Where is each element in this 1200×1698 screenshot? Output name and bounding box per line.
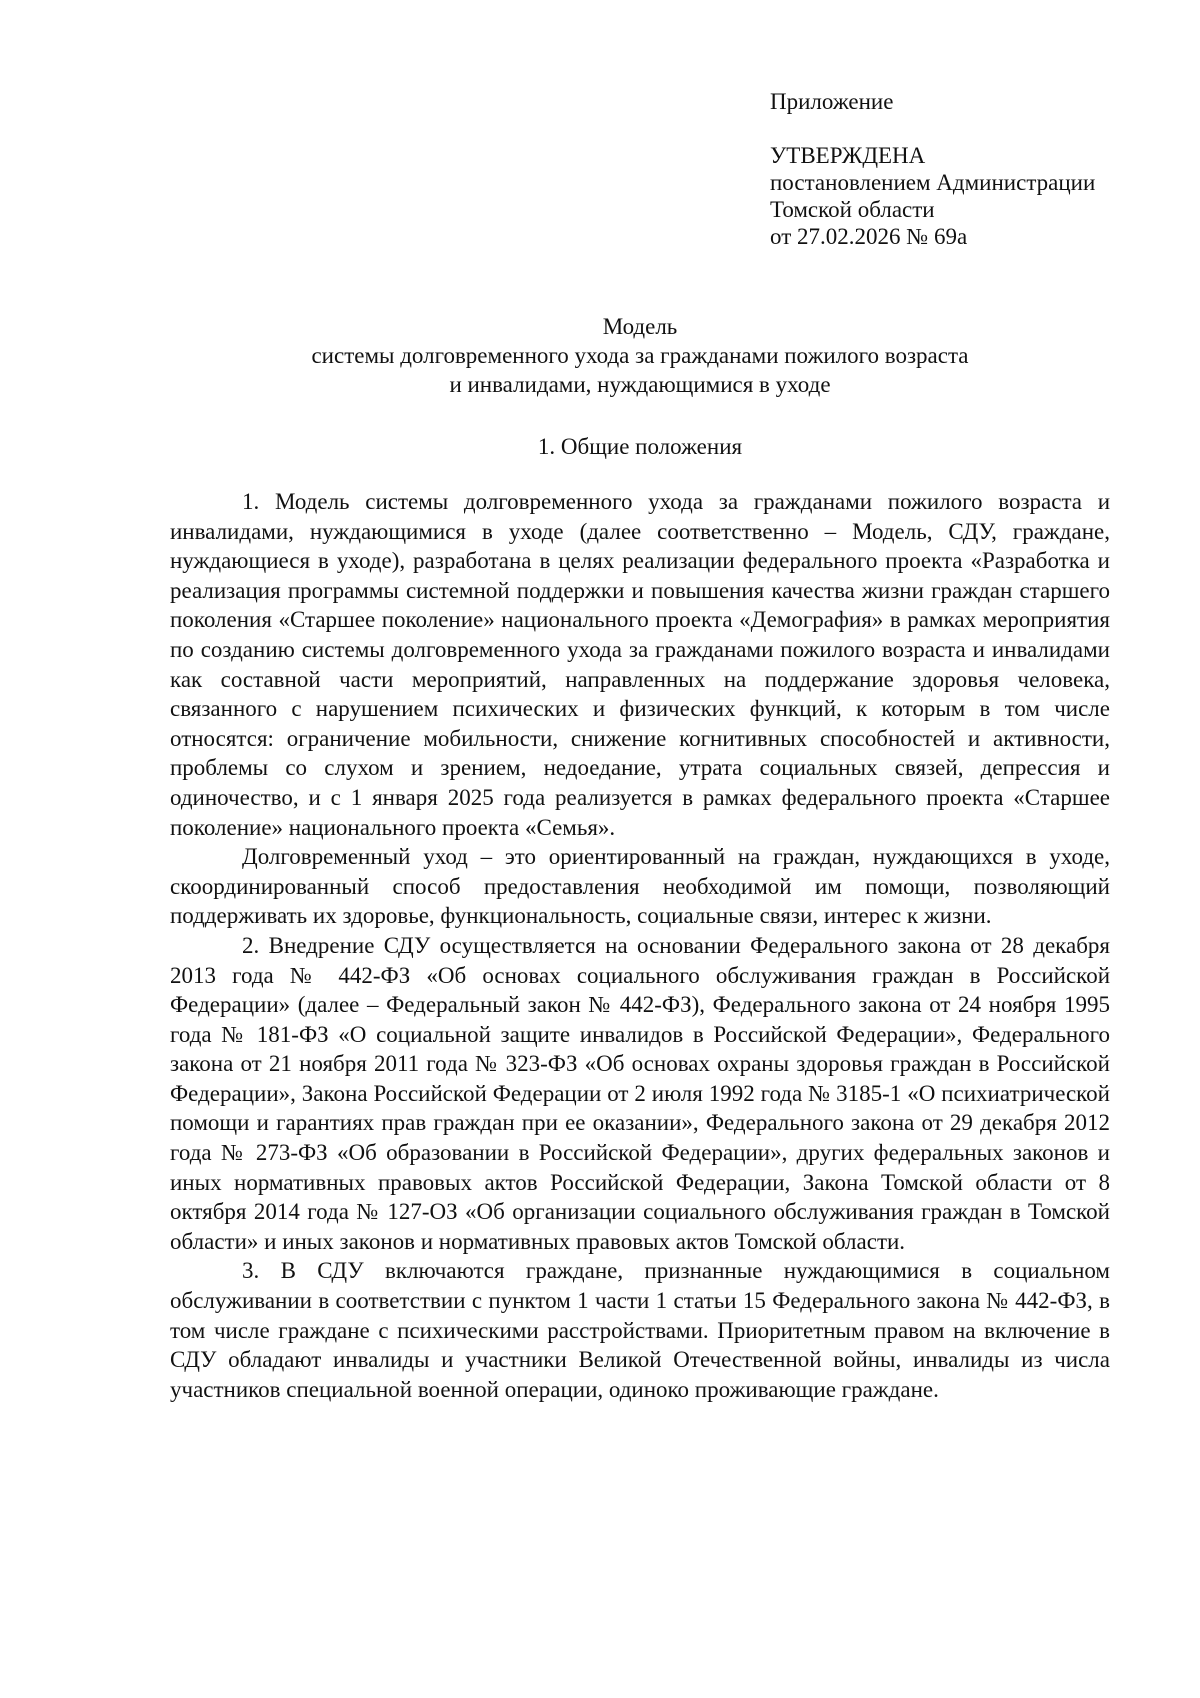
document-title [170,312,1110,399]
paragraph-3: 2. Внедрение СДУ осуществляется на основании Федерального закона от 28 декабря 2013 года № 442-ФЗ «Об основах социального обслуживания граждан в Российской Федерации» (далее – Федеральный закон № 442-ФЗ), Федерального закона от 24 ноября 1995 года № 181-ФЗ «О социальной защите инвалидов в Российской Федерации», Федерального закона от 21 ноября 2011 года № 323-ФЗ «Об основах охраны здоровья граждан в Российской Федерации», Закона Российской Федерации от 2 июля 1992 года № 3185-1 «О психиатрической помощи и гарантиях прав граждан при ее оказании», Федерального закона от 29 декабря 2012 года № 273-ФЗ «Об образовании в Российской Федерации», других федеральных законов и иных нормативных правовых актов Российской Федерации, Закона Томской области от 8 октября 2014 года № 127-ОЗ «Об организации социального обслуживания граждан в Томской области» и иных законов и нормативных правовых актов Томской области. [170,932,1110,1254]
approval-line-1: постановлением Администрации [770,170,1096,195]
annex-label: Приложение [770,89,894,114]
paragraph-4: 3. В СДУ включаются граждане, признанные нуждающимися в социальном обслуживании в соответствии с пунктом 1 части 1 статьи 15 Федерального закона № 442-ФЗ, в том числе граждане с психическими расстройствами. Приоритетным правом на включение в СДУ обладают инвалиды и участники Великой Отечественной войны, инвалиды из числа участников специальной военной операции, одиноко проживающие граждане. [170,1258,1110,1402]
approval-line-3: от 27.02.2026 № 69а [770,224,968,249]
title-line-1: Модель [602,314,678,339]
title-line-2: системы долговременного ухода за гражданами пожилого возраста [311,343,969,368]
paragraph-1: 1. Модель системы долговременного ухода за гражданами пожилого возраста и инвалидами, нуждающимися в уходе (далее соответственно – Модель, СДУ, граждане, нуждающиеся в уходе), разработана в целях реализации федерального проекта «Разработка и реализация программы системной поддержки и повышения качества жизни граждан старшего поколения «Старшее поколение» национального проекта «Демография» в рамках мероприятия по созданию системы долговременного ухода за гражданами пожилого возраста и инвалидами как составной части мероприятий, направленных на поддержание здоровья человека, связанного с нарушением психических и физических функций, к которым в том числе относятся: ограничение мобильности, снижение когнитивных способностей и активности, проблемы со слухом и зрением, недоедание, утрата социальных связей, депрессия и одиночество, и с 1 января 2025 года реализуется в рамках федерального проекта «Старшее поколение» национального проекта «Семья». [170,489,1110,840]
document-body [170,487,1110,1404]
paragraph-2: Долговременный уход – это ориентированный на граждан, нуждающихся в уходе, скоординированный способ предоставления необходимой им помощи, позволяющий поддерживать их здоровье, функциональность, социальные связи, интерес к жизни. [170,844,1110,929]
approval-block [770,88,1170,250]
section-heading: 1. Общие положения [537,434,743,459]
approved-label: УТВЕРЖДЕНА [770,143,926,168]
title-line-3: и инвалидами, нуждающимися в уходе [449,372,831,397]
approval-line-2: Томской области [770,197,935,222]
